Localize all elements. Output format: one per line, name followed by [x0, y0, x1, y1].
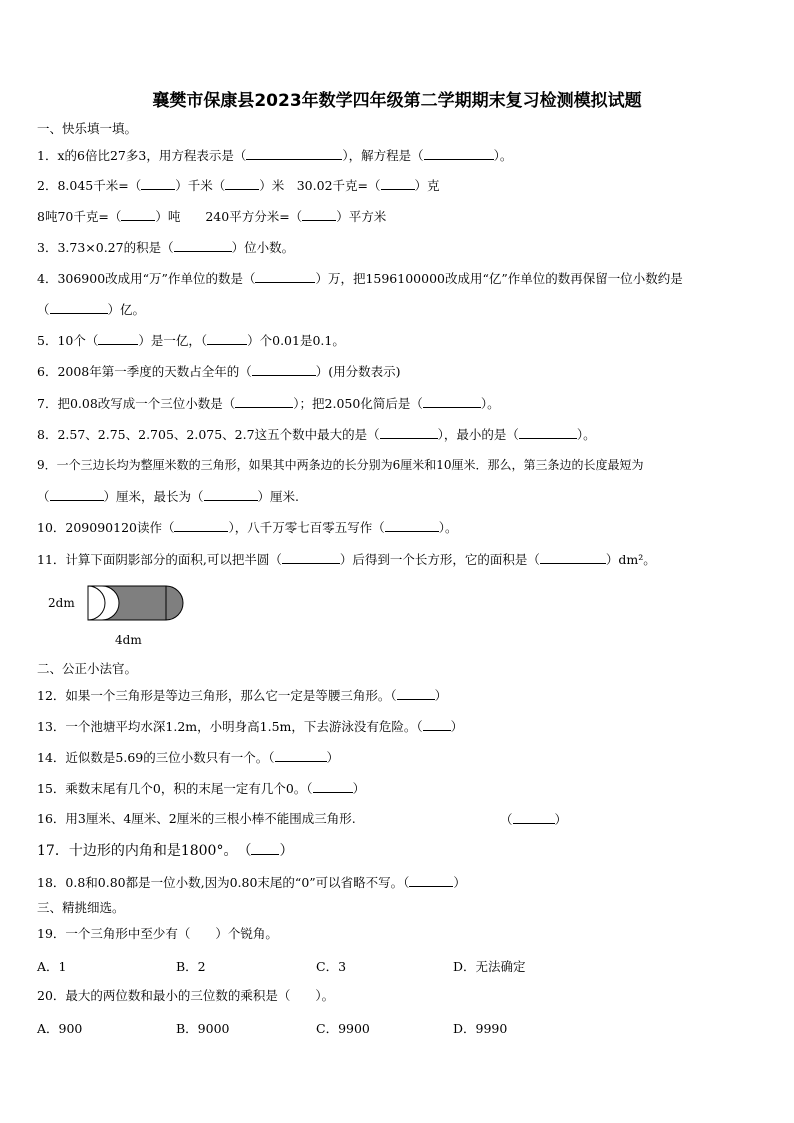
- answer-blank[interactable]: [397, 687, 435, 700]
- answer-blank[interactable]: [519, 426, 577, 439]
- section-2-heading: 二、公正小法官。: [37, 661, 138, 676]
- question-9: 9．一个三边长均为整厘米数的三角形，如果其中两条边的长分别为6厘米和10厘米．那么，第三条边的长度最短为: [37, 458, 644, 472]
- answer-blank[interactable]: [207, 332, 247, 345]
- answer-blank[interactable]: [252, 363, 316, 376]
- question-12: 12．如果一个三角形是等边三角形，那么它一定是等腰三角形。（ ）: [37, 688, 448, 703]
- shaded-area: [102, 586, 183, 620]
- answer-blank[interactable]: [409, 874, 453, 887]
- answer-blank[interactable]: [380, 426, 438, 439]
- question-8: 8．2.57、2.75、2.705、2.075、2.7这五个数中最大的是（ ），最小的是（ ）。: [37, 427, 596, 442]
- answer-blank[interactable]: [513, 811, 555, 824]
- answer-blank[interactable]: [141, 177, 175, 190]
- question-4: 4．306900改成用“万”作单位的数是（ ）万，把1596100000改成用“亿”作单位的数再保留一位小数约是: [37, 271, 683, 286]
- answer-blank[interactable]: [385, 519, 439, 532]
- question-13: 13．一个池塘平均水深1.2m，小明身高1.5m，下去游泳没有危险。（ ）: [37, 719, 464, 734]
- section-1-heading: 一、快乐填一填。: [37, 121, 138, 136]
- question-16-answer: （ ）: [500, 812, 568, 827]
- question-1: 1．x的6倍比27多3，用方程表示是（ ），解方程是（ ）。: [37, 148, 513, 163]
- answer-blank[interactable]: [424, 147, 494, 160]
- answer-blank[interactable]: [313, 780, 353, 793]
- left-semicircle: [88, 586, 105, 620]
- q19-option-c[interactable]: C．3: [316, 959, 347, 974]
- q20-option-d[interactable]: D．9990: [453, 1021, 508, 1036]
- question-9-continued: （ ）厘米，最长为（ ）厘米.: [37, 489, 300, 504]
- q20-option-b[interactable]: B．9000: [176, 1021, 230, 1036]
- answer-blank[interactable]: [98, 332, 138, 345]
- answer-blank[interactable]: [423, 718, 451, 731]
- question-2-continued: 8吨70千克=（ ）吨 240平方分米=（ ）平方米: [37, 209, 387, 224]
- question-15: 15．乘数末尾有几个0，积的末尾一定有几个0。（ ）: [37, 781, 366, 796]
- answer-blank[interactable]: [225, 177, 259, 190]
- question-7: 7．把0.08改写成一个三位小数是（ ）；把2.050化简后是（ ）。: [37, 396, 500, 411]
- q20-option-a[interactable]: A．900: [37, 1021, 83, 1036]
- answer-blank[interactable]: [282, 551, 340, 564]
- figure-width-label: 4dm: [115, 633, 142, 647]
- answer-blank[interactable]: [302, 208, 336, 221]
- shaded-region-figure: [86, 585, 186, 621]
- question-11: 11．计算下面阴影部分的面积,可以把半圆（ ）后得到一个长方形，它的面积是（ ）dm²。: [37, 552, 656, 567]
- question-17: 17．十边形的内角和是1800°。 （ ）: [37, 843, 294, 859]
- question-4-continued: （ ）亿。: [37, 302, 146, 317]
- figure-height-label: 2dm: [48, 596, 75, 610]
- answer-blank[interactable]: [174, 239, 232, 252]
- answer-blank[interactable]: [540, 551, 606, 564]
- q19-option-b[interactable]: B．2: [176, 959, 206, 974]
- answer-blank[interactable]: [251, 842, 279, 855]
- question-3: 3．3.73×0.27的积是（ ）位小数。: [37, 240, 295, 255]
- question-16: 16．用3厘米、4厘米、2厘米的三根小棒不能围成三角形.: [37, 811, 356, 826]
- question-19: 19．一个三角形中至少有（ ）个锐角。: [37, 926, 278, 941]
- q19-option-a[interactable]: A．1: [37, 959, 67, 974]
- answer-blank[interactable]: [174, 519, 228, 532]
- question-6: 6．2008年第一季度的天数占全年的（ ）(用分数表示): [37, 364, 401, 379]
- question-10: 10．209090120读作（ ），八千万零七百零五写作（ ）。: [37, 520, 458, 535]
- answer-blank[interactable]: [50, 301, 108, 314]
- answer-blank[interactable]: [275, 749, 327, 762]
- answer-blank[interactable]: [423, 395, 481, 408]
- question-5: 5．10个（ ）是一亿，（ ）个0.01是0.1。: [37, 333, 345, 348]
- question-20: 20．最大的两位数和最小的三位数的乘积是（ ）。: [37, 988, 335, 1003]
- answer-blank[interactable]: [204, 488, 258, 501]
- answer-blank[interactable]: [121, 208, 155, 221]
- section-3-heading: 三、精挑细选。: [37, 900, 125, 915]
- answer-blank[interactable]: [235, 395, 293, 408]
- q20-option-c[interactable]: C．9900: [316, 1021, 370, 1036]
- answer-blank[interactable]: [381, 177, 415, 190]
- question-14: 14．近似数是5.69的三位小数只有一个。（ ）: [37, 750, 340, 765]
- q19-option-d[interactable]: D．无法确定: [453, 959, 526, 974]
- answer-blank[interactable]: [246, 147, 342, 160]
- answer-blank[interactable]: [255, 270, 315, 283]
- answer-blank[interactable]: [50, 488, 104, 501]
- page-title: 襄樊市保康县2023年数学四年级第二学期期末复习检测模拟试题: [152, 91, 642, 111]
- question-18: 18．0.8和0.80都是一位小数,因为0.80末尾的“0”可以省略不写。（ ）: [37, 875, 466, 890]
- question-2: 2．8.045千米=（ ）千米（ ）米 30.02千克=（ ）克: [37, 178, 440, 193]
